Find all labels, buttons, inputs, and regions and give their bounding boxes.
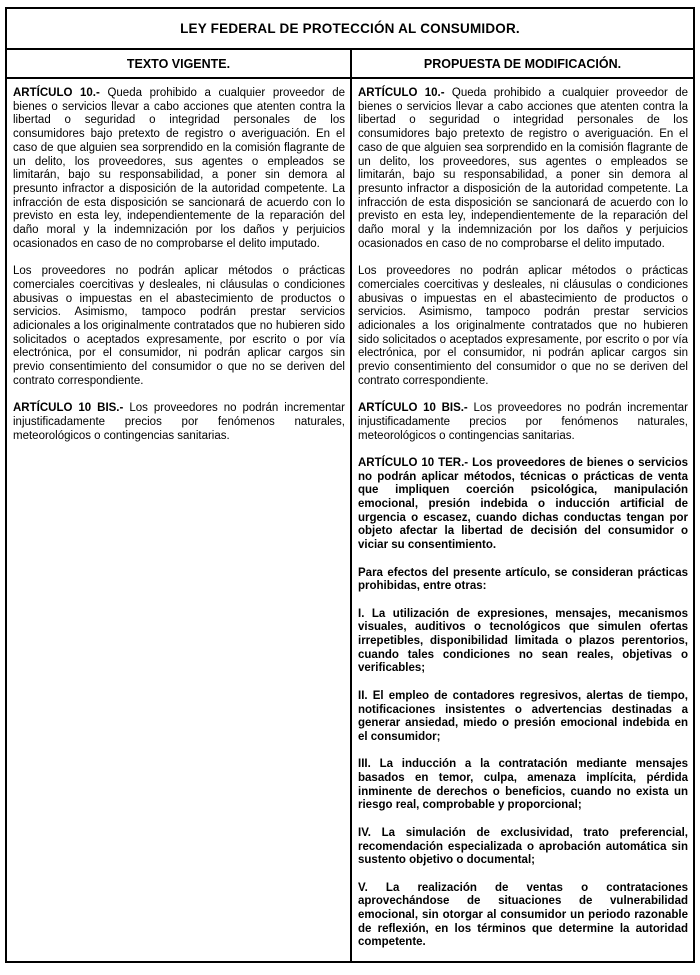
column-headers [7,50,693,79]
paragraph-text: IV. La simulación de exclusividad, trato preferencial, recomendación especializada o aprobación automática sin sustento objetivo o documental; [358,826,688,867]
paragraph-text: Queda prohibido a cualquier proveedor de bienes o servicios llevar a cabo acciones que atenten contra la libertad o seguridad o integridad personales de los consumidores bajo pretexto de registro o averiguación. En el caso de que alguien sea sorprendido en la comisión flagrante de un delito, los proveedores, sus agentes o empleados se limitarán, bajo su responsabilidad, a poner sin demora al presunto infractor a disposición de la autoridad competente. La infracción de esta disposición se sancionará de acuerdo con lo previsto en esta ley, independientemente de la reparación del daño moral y la indemnización por los daños y perjuicios ocasionados en caso de no comprobarse el delito imputado. [13,87,346,250]
paragraph-text: V. La realización de ventas o contrataciones aprovechándose de situaciones de vulnerabilidad emocional, sin otorgar al consumidor un periodo razonable de reflexión, en los términos que determine la autoridad competente. [358,881,688,949]
article-label: ARTÍCULO 10.- [358,87,445,99]
paragraph-practicas-comerciales [13,265,345,388]
paragraph-text: Queda prohibido a cualquier proveedor de bienes o servicios llevar a cabo acciones que atenten contra la libertad o seguridad o integridad personales de los consumidores bajo pretexto de registro o averiguación. En el caso de que alguien sea sorprendido en la comisión flagrante de un delito, los proveedores, sus agentes o empleados se limitarán, bajo su responsabilidad, a poner sin demora al presunto infractor a disposición de la autoridad competente. La infracción de esta disposición se sancionará de acuerdo con lo previsto en esta ley, independientemente de la reparación del daño moral y la indemnización por los daños y perjuicios ocasionados en caso de no comprobarse el delito imputado. [358,87,688,250]
paragraph-text: Los proveedores no podrán aplicar métodos o prácticas comerciales coercitivas y desleales, ni cláusulas o condiciones abusivas o impuestas en el abastecimiento de productos o servicios. Asimismo, tampoco podrán prestar servicios adicionales a los originalmente contratados que no hubieren sido solicitados o aceptados expresamente, por escrito o por vía electrónica, por el consumidor, ni podrán aplicar cargos sin previo consentimiento del consumidor o que no se deriven del contrato correspondiente. [358,265,688,387]
article-label: ARTÍCULO 10 BIS.- [13,402,124,415]
paragraph-fraccion-iv [358,827,688,868]
article-label: ARTÍCULO 10 BIS.- [358,402,468,415]
column-header-propuesta: PROPUESTA DE MODIFICACIÓN. [350,50,693,77]
paragraph-articulo-10 [358,87,688,251]
paragraph-text: Los proveedores no podrán incrementar injustificadamente precios por fenómenos naturales, meteorológicos o contingencias sanitarias. [13,402,345,442]
column-header-texto-vigente: TEXTO VIGENTE. [126,56,231,71]
right-column-cell [350,79,693,961]
paragraph-fraccion-ii [358,690,688,745]
page-title: LEY FEDERAL DE PROTECCIÓN AL CONSUMIDOR. [180,21,520,36]
paragraph-articulo-10-bis [13,402,345,443]
title-row [7,9,693,50]
comparison-table [5,7,695,963]
paragraph-text: Los proveedores no podrán incrementar injustificadamente precios por fenómenos naturales, meteorológicos o contingencias sanitarias. [358,402,688,442]
left-column-cell [7,79,350,961]
table-body [7,79,693,961]
paragraph-articulo-10 [13,87,345,251]
paragraph-text: III. La inducción a la contratación mediante mensajes basados en temor, culpa, amenaza implícita, pérdida inminente de derechos o beneficios, cuando no exista un riesgo real, comprobable y proporcional; [358,758,688,812]
paragraph-articulo-10-bis [358,402,688,443]
paragraph-fraccion-i [358,608,688,677]
paragraph-text: Los proveedores de bienes o servicios no podrán aplicar métodos, técnicas o prácticas de venta que impliquen coerción psicológica, manipulación emocional, presión indebida o inducción artificial de urgencia o escasez, cuando dichas conductas tengan por objeto afectar la libertad de decisión del consumidor o viciar su consentimiento. [358,456,688,552]
article-label: ARTÍCULO 10.- [13,87,100,99]
paragraph-fraccion-iii [358,758,688,813]
article-label: ARTÍCULO 10 TER.- [358,456,469,469]
paragraph-practicas-prohibidas-intro [358,567,688,594]
paragraph-text: I. La utilización de expresiones, mensajes, mecanismos visuales, auditivos o tecnológicos que simulen ofertas irrepetibles, disponibilidad limitada o plazos perentorios, cuando tales condiciones no sean reales, objetivas o verificables; [358,607,688,675]
paragraph-fraccion-v [358,882,688,951]
paragraph-practicas-comerciales [358,265,688,388]
paragraph-text: Para efectos del presente artículo, se consideran prácticas prohibidas, entre otras: [358,566,688,593]
paragraph-text: II. El empleo de contadores regresivos, alertas de tiempo, notificaciones insistentes o advertencias destinadas a generar ansiedad, miedo o presión emocional indebida en el consumidor; [358,689,688,743]
paragraph-articulo-10-ter [358,457,688,553]
paragraph-text: Los proveedores no podrán aplicar métodos o prácticas comerciales coercitivas y desleales, ni cláusulas o condiciones abusivas o impuestas en el abastecimiento de productos o servicios. Asimismo, tampoco podrán prestar servicios adicionales a los originalmente contratados que no hubieren sido solicitados o aceptados expresamente, por escrito o por vía electrónica, por el consumidor, ni podrán aplicar cargos sin previo consentimiento del consumidor o que no se deriven del contrato correspondiente. [13,265,345,387]
